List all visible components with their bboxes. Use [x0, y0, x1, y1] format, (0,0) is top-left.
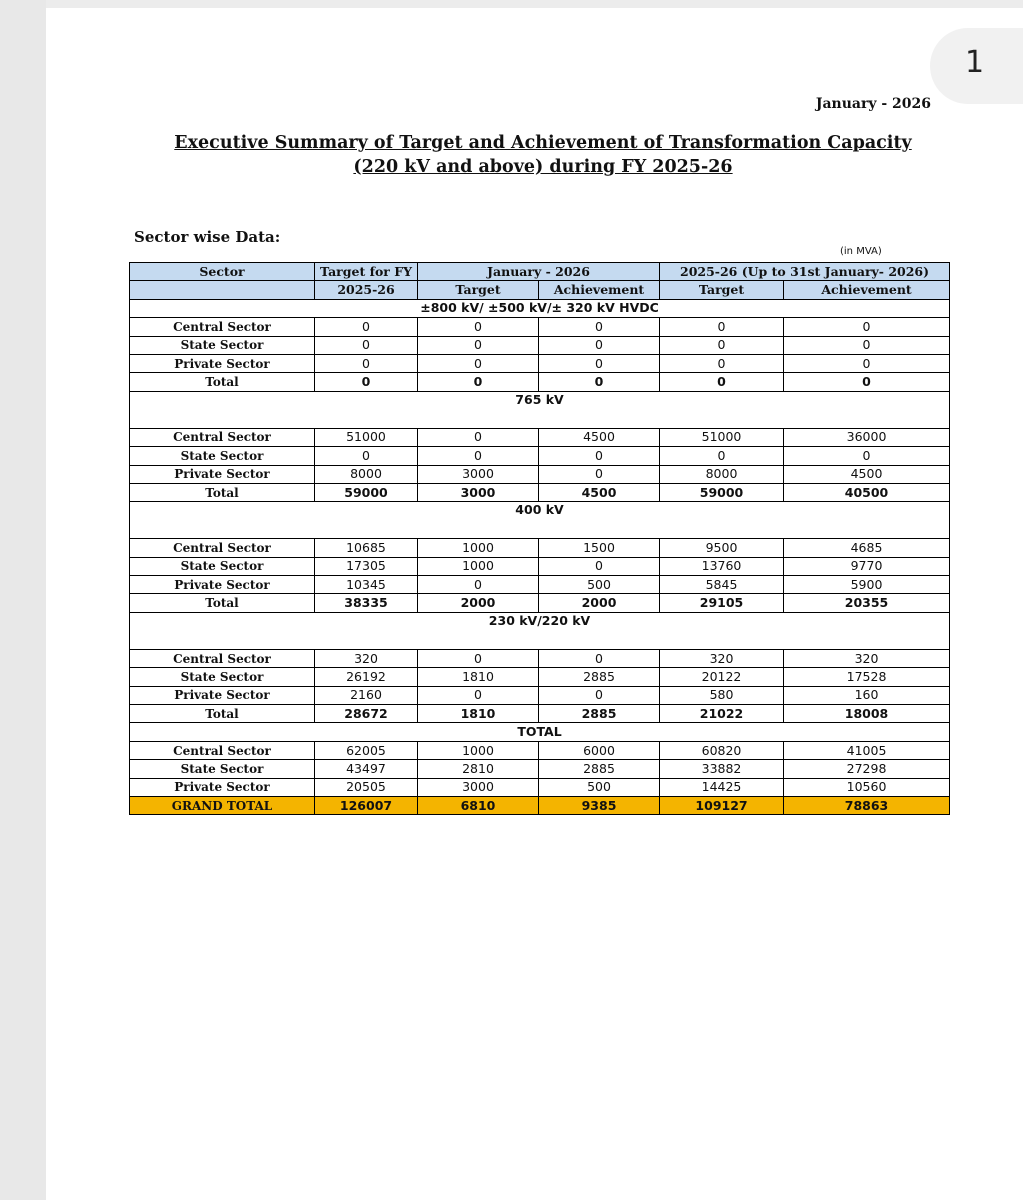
value-cell: 0	[784, 373, 950, 391]
voltage-label	[130, 502, 950, 539]
sector-cell: Total	[130, 594, 315, 612]
voltage-label-text: 765 kV	[515, 391, 564, 407]
value-cell: 59000	[660, 483, 784, 501]
value-cell: 0	[660, 336, 784, 354]
value-cell: 10560	[784, 778, 950, 796]
value-cell: 14425	[660, 778, 784, 796]
table-row	[130, 539, 950, 557]
unit-note: (in MVA)	[840, 246, 882, 257]
voltage-label	[130, 612, 950, 649]
value-cell: 78863	[784, 796, 950, 814]
value-cell: 0	[539, 373, 660, 391]
header-blank	[130, 281, 315, 299]
value-cell: 0	[784, 447, 950, 465]
total-row	[130, 483, 950, 501]
value-cell: 51000	[315, 428, 418, 446]
sector-cell: Private Sector	[130, 465, 315, 483]
voltage-row	[130, 612, 950, 649]
header-row-2	[130, 281, 950, 299]
report-date: January - 2026	[815, 96, 931, 112]
title-line-2: (220 kV and above) during FY 2025-26	[353, 157, 733, 177]
table-row	[130, 557, 950, 575]
table-row	[130, 318, 950, 336]
value-cell: 2885	[539, 668, 660, 686]
table-row	[130, 760, 950, 778]
value-cell: 0	[418, 649, 539, 667]
value-cell: 2810	[418, 760, 539, 778]
value-cell: 33882	[660, 760, 784, 778]
value-cell: 6810	[418, 796, 539, 814]
table-row	[130, 354, 950, 372]
value-cell: 6000	[539, 741, 660, 759]
value-cell: 0	[539, 336, 660, 354]
value-cell: 62005	[315, 741, 418, 759]
value-cell: 38335	[315, 594, 418, 612]
sector-cell: Central Sector	[130, 539, 315, 557]
sector-cell: Central Sector	[130, 428, 315, 446]
value-cell: 4500	[539, 428, 660, 446]
value-cell: 51000	[660, 428, 784, 446]
value-cell: 1810	[418, 668, 539, 686]
total-row	[130, 594, 950, 612]
header-cum-target: Target	[660, 281, 784, 299]
grand-total-row	[130, 796, 950, 814]
summary-table	[129, 262, 950, 815]
table-row	[130, 668, 950, 686]
document-title	[130, 131, 956, 179]
value-cell: 17528	[784, 668, 950, 686]
value-cell: 9385	[539, 796, 660, 814]
voltage-row	[130, 723, 950, 741]
value-cell: 1000	[418, 557, 539, 575]
value-cell: 320	[660, 649, 784, 667]
voltage-label	[130, 391, 950, 428]
sector-cell: Central Sector	[130, 649, 315, 667]
value-cell: 0	[539, 557, 660, 575]
value-cell: 29105	[660, 594, 784, 612]
header-target-fy-2: 2025-26	[315, 281, 418, 299]
table-row	[130, 686, 950, 704]
value-cell: 8000	[660, 465, 784, 483]
header-cum-achievement: Achievement	[784, 281, 950, 299]
value-cell: 20355	[784, 594, 950, 612]
sector-cell: Private Sector	[130, 354, 315, 372]
value-cell: 0	[539, 465, 660, 483]
value-cell: 0	[315, 354, 418, 372]
sector-cell: State Sector	[130, 336, 315, 354]
value-cell: 2885	[539, 760, 660, 778]
value-cell: 4685	[784, 539, 950, 557]
value-cell: 0	[660, 373, 784, 391]
voltage-label-text: 400 kV	[515, 502, 564, 518]
voltage-label: ±800 kV/ ±500 kV/± 320 kV HVDC	[130, 299, 950, 317]
value-cell: 0	[418, 686, 539, 704]
header-sector: Sector	[130, 263, 315, 281]
table-row	[130, 741, 950, 759]
value-cell: 40500	[784, 483, 950, 501]
value-cell: 21022	[660, 705, 784, 723]
value-cell: 0	[784, 354, 950, 372]
value-cell: 0	[418, 428, 539, 446]
value-cell: 0	[315, 318, 418, 336]
value-cell: 4500	[784, 465, 950, 483]
value-cell: 0	[539, 354, 660, 372]
value-cell: 320	[784, 649, 950, 667]
value-cell: 41005	[784, 741, 950, 759]
value-cell: 1000	[418, 741, 539, 759]
value-cell: 17305	[315, 557, 418, 575]
sector-cell: State Sector	[130, 447, 315, 465]
total-row	[130, 373, 950, 391]
value-cell: 0	[315, 336, 418, 354]
value-cell: 500	[539, 576, 660, 594]
value-cell: 126007	[315, 796, 418, 814]
sector-cell: Central Sector	[130, 318, 315, 336]
viewer-top-strip	[0, 0, 1023, 8]
value-cell: 0	[418, 447, 539, 465]
value-cell: 27298	[784, 760, 950, 778]
value-cell: 43497	[315, 760, 418, 778]
table-row	[130, 778, 950, 796]
summary-table-body	[130, 263, 950, 815]
value-cell: 10685	[315, 539, 418, 557]
value-cell: 3000	[418, 465, 539, 483]
value-cell: 20122	[660, 668, 784, 686]
sector-cell: State Sector	[130, 668, 315, 686]
value-cell: 20505	[315, 778, 418, 796]
value-cell: 0	[784, 318, 950, 336]
value-cell: 28672	[315, 705, 418, 723]
table-row	[130, 428, 950, 446]
sector-cell: Total	[130, 373, 315, 391]
value-cell: 2160	[315, 686, 418, 704]
header-cumulative: 2025-26 (Up to 31st January- 2026)	[660, 263, 950, 281]
value-cell: 0	[660, 447, 784, 465]
value-cell: 2000	[539, 594, 660, 612]
value-cell: 0	[418, 576, 539, 594]
sector-cell: Total	[130, 705, 315, 723]
voltage-label-text: 230 kV/220 kV	[488, 612, 591, 628]
value-cell: 1000	[418, 539, 539, 557]
viewer-left-gutter	[0, 0, 46, 1200]
sector-cell: State Sector	[130, 557, 315, 575]
value-cell: 0	[315, 447, 418, 465]
section-label: Sector wise Data:	[134, 228, 281, 246]
value-cell: 1810	[418, 705, 539, 723]
value-cell: 0	[315, 373, 418, 391]
header-month-achievement: Achievement	[539, 281, 660, 299]
table-row	[130, 649, 950, 667]
value-cell: 3000	[418, 778, 539, 796]
table-row	[130, 447, 950, 465]
value-cell: 2000	[418, 594, 539, 612]
voltage-label: TOTAL	[130, 723, 950, 741]
value-cell: 2885	[539, 705, 660, 723]
value-cell: 0	[539, 447, 660, 465]
value-cell: 0	[418, 373, 539, 391]
value-cell: 0	[539, 318, 660, 336]
header-month-target: Target	[418, 281, 539, 299]
value-cell: 0	[539, 686, 660, 704]
value-cell: 0	[418, 354, 539, 372]
sector-cell: GRAND TOTAL	[130, 796, 315, 814]
value-cell: 13760	[660, 557, 784, 575]
value-cell: 320	[315, 649, 418, 667]
value-cell: 160	[784, 686, 950, 704]
value-cell: 500	[539, 778, 660, 796]
sector-cell: Private Sector	[130, 778, 315, 796]
table-row	[130, 465, 950, 483]
sector-cell: Total	[130, 483, 315, 501]
table-row	[130, 336, 950, 354]
header-target-fy-1: Target for FY	[315, 263, 418, 281]
value-cell: 0	[660, 354, 784, 372]
header-row-1	[130, 263, 950, 281]
value-cell: 10345	[315, 576, 418, 594]
sector-cell: Private Sector	[130, 576, 315, 594]
value-cell: 3000	[418, 483, 539, 501]
value-cell: 0	[784, 336, 950, 354]
value-cell: 1500	[539, 539, 660, 557]
total-row	[130, 705, 950, 723]
header-month: January - 2026	[418, 263, 660, 281]
value-cell: 59000	[315, 483, 418, 501]
voltage-row	[130, 502, 950, 539]
value-cell: 0	[418, 318, 539, 336]
value-cell: 0	[660, 318, 784, 336]
sector-cell: Central Sector	[130, 741, 315, 759]
sector-cell: State Sector	[130, 760, 315, 778]
value-cell: 5900	[784, 576, 950, 594]
value-cell: 4500	[539, 483, 660, 501]
voltage-row	[130, 299, 950, 317]
value-cell: 9500	[660, 539, 784, 557]
value-cell: 9770	[784, 557, 950, 575]
value-cell: 0	[539, 649, 660, 667]
value-cell: 0	[418, 336, 539, 354]
value-cell: 60820	[660, 741, 784, 759]
page-number: 1	[965, 45, 985, 80]
value-cell: 580	[660, 686, 784, 704]
value-cell: 8000	[315, 465, 418, 483]
value-cell: 5845	[660, 576, 784, 594]
value-cell: 109127	[660, 796, 784, 814]
value-cell: 18008	[784, 705, 950, 723]
voltage-row	[130, 391, 950, 428]
value-cell: 36000	[784, 428, 950, 446]
value-cell: 26192	[315, 668, 418, 686]
title-line-1: Executive Summary of Target and Achievement of Transformation Capacity	[174, 133, 912, 153]
table-row	[130, 576, 950, 594]
sector-cell: Private Sector	[130, 686, 315, 704]
